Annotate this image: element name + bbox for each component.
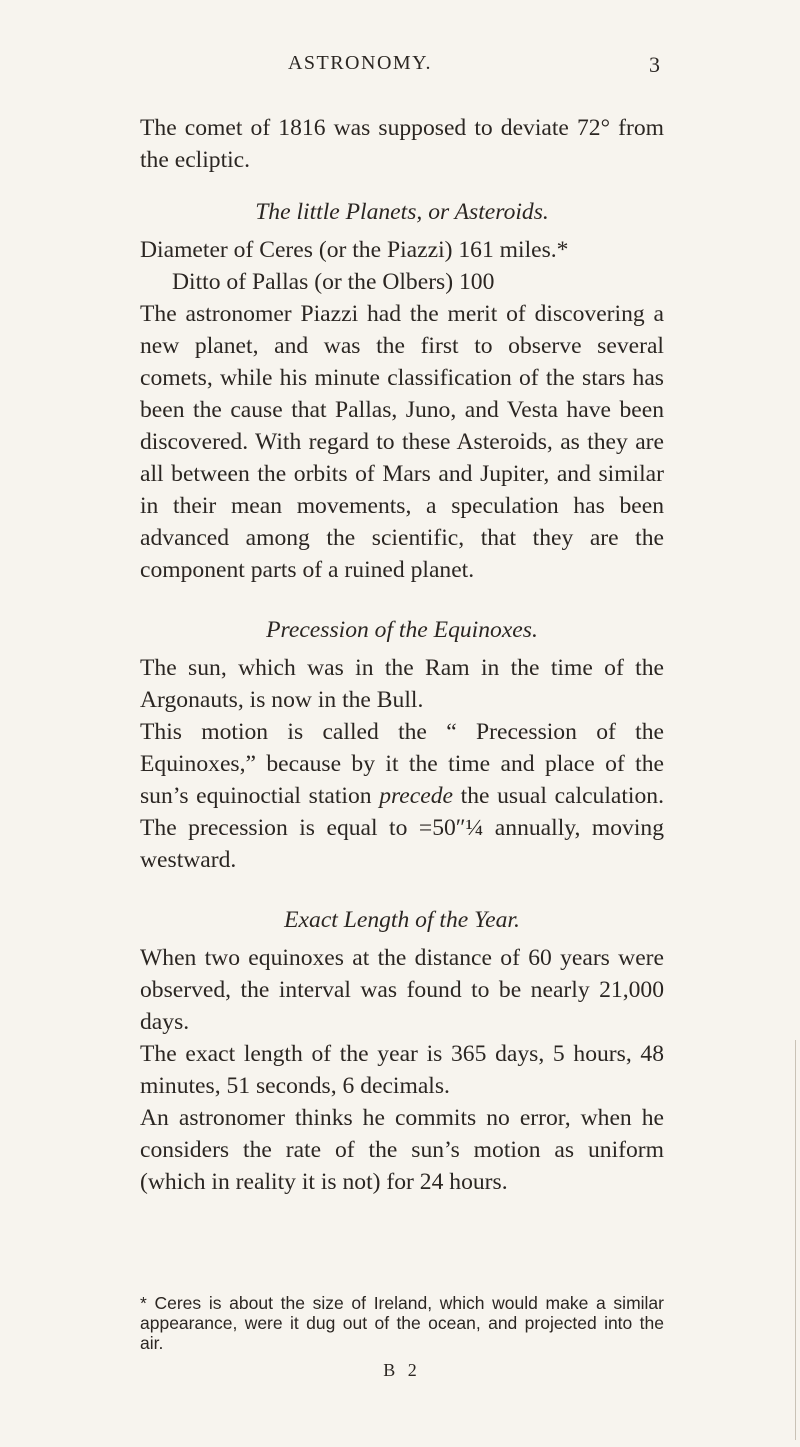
signature-mark: B 2 [383, 1360, 421, 1380]
page-edge-line [795, 1040, 796, 1440]
year-paragraph-1: When two equinoxes at the distance of 60 years were observed, the interval was found to be nearly 21,000 days. [140, 945, 664, 1035]
section-heading-asteroids: The little Planets, or Asteroids. [255, 199, 549, 225]
precession-paragraph-1: The sun, which was in the Ram in the time of the Argonauts, is now in the Bull. [140, 655, 664, 713]
year-paragraph-2: The exact length of the year is 365 days, 5 hours, 48 minutes, 51 seconds, 6 decimals. [140, 1041, 664, 1099]
ceres-diameter-line: Diameter of Ceres (or the Piazzi) 161 miles.* [140, 237, 569, 263]
page-header [140, 52, 660, 84]
precede-emphasis: precede [379, 783, 453, 809]
pallas-diameter-line: Ditto of Pallas (or the Olbers) 100 [172, 269, 495, 295]
year-paragraph-3: An astronomer thinks he commits no error, when he considers the rate of the sun’s motion as uniform (which in reality it is not) for 24 hours. [140, 1105, 664, 1195]
section-heading-precession: Precession of the Equinoxes. [266, 617, 538, 643]
main-text [140, 112, 664, 1198]
footnote: * Ceres is about the size of Ireland, which would make a similar appearance, were it dug out of the ocean, and projected into the air. [140, 1293, 664, 1353]
precession-paragraph-2 [140, 716, 664, 876]
asteroids-paragraph: The astronomer Piazzi had the merit of discovering a new planet, and was the first to observe several comets, while his minute classification of the stars has been the cause that Pallas, Juno, and Vesta have been discovered. With regard to these Asteroids, as they are all between the orbits of Mars and Jupiter, and similar in their mean movements, a speculation has been advanced among the scientific, that they are the component parts of a ruined planet. [140, 301, 664, 583]
intro-paragraph: The comet of 1816 was supposed to deviate 72° from the ecliptic. [140, 115, 664, 173]
page-number: 3 [649, 52, 660, 77]
section-heading-year-length: Exact Length of the Year. [284, 907, 520, 933]
running-head: ASTRONOMY. [287, 52, 433, 74]
precession-text-a: This motion is called the “ Precession of the Equinoxes,” because by it the time and place of the sun’s equinoctial station [140, 719, 664, 809]
precession-text-b: the usual calculation. The precession is equal to =50″¼ annually, moving westward. [140, 783, 664, 873]
